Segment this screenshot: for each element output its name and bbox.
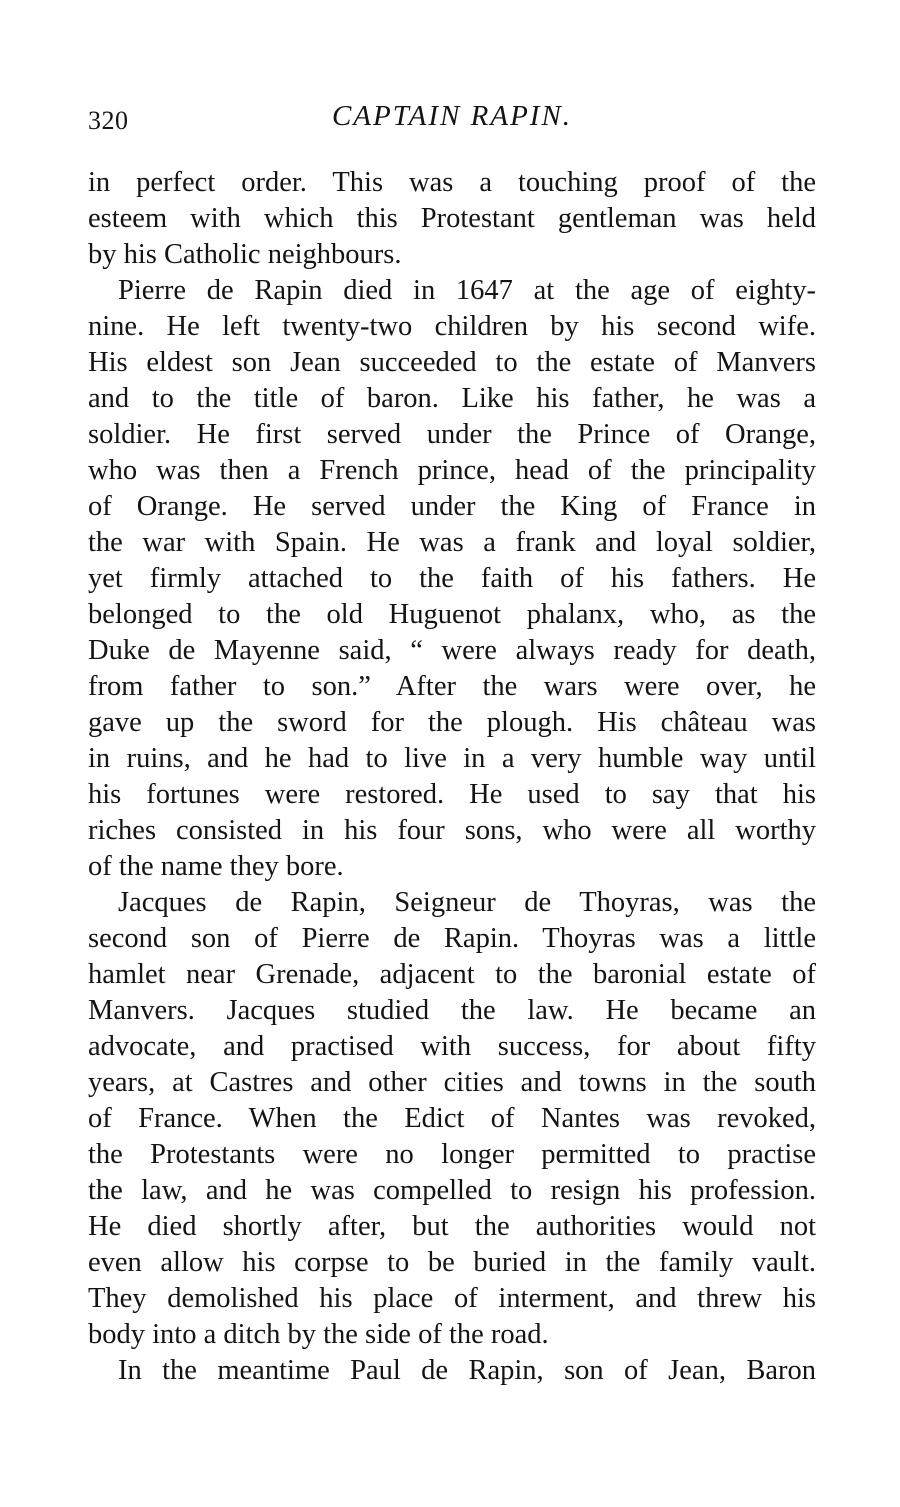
text-line: advocate, and practised with success, for about fifty [88,1031,816,1062]
text-line: soldier. He first served under the Prince of Orange, [88,419,816,450]
text-line: in ruins, and he had to live in a very humble way until [88,743,816,774]
text-line: his fortunes were restored. He used to say that his [88,779,816,810]
text-line: belonged to the old Huguenot phalanx, who, as the [88,599,816,630]
text-line: In the meantime Paul de Rapin, son of Jean, Baron [118,1355,816,1386]
text-line: years, at Castres and other cities and towns in the south [88,1067,816,1098]
text-line: of France. When the Edict of Nantes was revoked, [88,1103,816,1134]
body-text [88,165,816,1389]
text-line: yet firmly attached to the faith of his fathers. He [88,563,816,594]
text-line: body into a ditch by the side of the road. [88,1319,549,1350]
text-line: gave up the sword for the plough. His château was [88,707,816,738]
running-title: CAPTAIN RAPIN. [331,100,573,132]
text-line: Duke de Mayenne said, “ were always ready for death, [88,635,816,666]
text-line: Manvers. Jacques studied the law. He became an [88,995,816,1026]
text-line: and to the title of baron. Like his father, he was a [88,383,816,414]
text-line: second son of Pierre de Rapin. Thoyras was a little [88,923,816,954]
text-line: He died shortly after, but the authorities would not [88,1211,816,1242]
text-line: in perfect order. This was a touching proof of the [88,167,816,198]
text-line: even allow his corpse to be buried in the family vault. [88,1247,816,1278]
running-head [88,98,816,138]
text-line: They demolished his place of interment, and threw his [88,1283,816,1314]
text-line: who was then a French prince, head of the principality [88,455,816,486]
text-line: by his Catholic neighbours. [88,239,402,270]
text-line: Pierre de Rapin died in 1647 at the age of eighty- [118,275,816,306]
text-line: Jacques de Rapin, Seigneur de Thoyras, was the [118,887,816,918]
text-line: of the name they bore. [88,851,344,882]
text-line: of Orange. He served under the King of France in [88,491,816,522]
page-number: 320 [88,106,129,135]
text-line: nine. He left twenty-two children by his second wife. [88,311,816,342]
text-line: the war with Spain. He was a frank and loyal soldier, [88,527,816,558]
text-line: riches consisted in his four sons, who were all worthy [88,815,816,846]
text-line: from father to son.” After the wars were over, he [88,671,816,702]
text-line: esteem with which this Protestant gentleman was held [88,203,816,234]
text-line: the law, and he was compelled to resign his profession. [88,1175,816,1206]
text-line: His eldest son Jean succeeded to the estate of Manvers [88,347,816,378]
text-line: hamlet near Grenade, adjacent to the baronial estate of [88,959,816,990]
text-line: the Protestants were no longer permitted to practise [88,1139,816,1170]
